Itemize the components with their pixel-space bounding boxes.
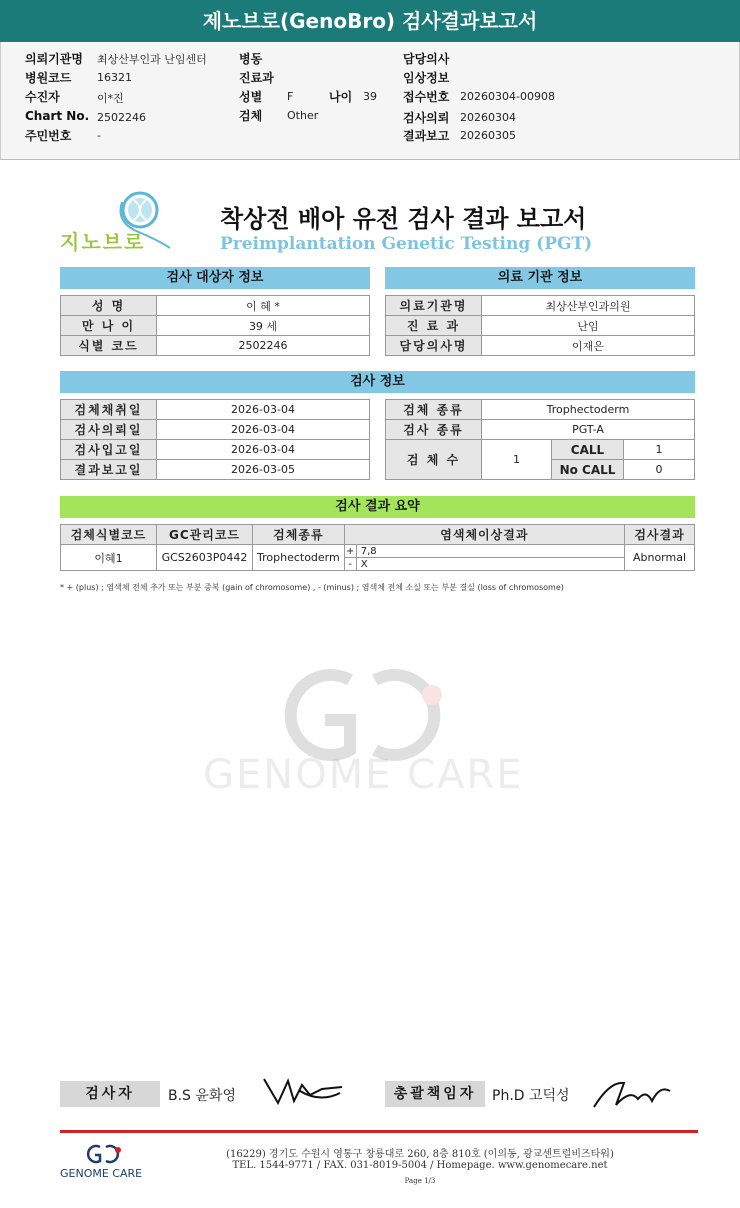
table-value: 난임 — [482, 316, 695, 336]
table-header-row — [61, 525, 695, 545]
header-value: 20260304-00908 — [460, 90, 555, 103]
table-label: 성 명 — [61, 296, 157, 316]
header-value: 20260305 — [460, 129, 516, 142]
column-header: 염색체이상결과 — [344, 525, 624, 545]
table-value: 2026-03-04 — [157, 440, 370, 460]
table-row — [61, 336, 370, 356]
header-field: 병동 — [239, 52, 263, 66]
gain-sign: + — [346, 545, 355, 557]
column-header: 검사결과 — [625, 525, 695, 545]
header-value: Other — [287, 109, 319, 122]
subject-section-heading: 검사 대상자 정보 — [60, 267, 370, 289]
header-field: 수진자 — [25, 90, 60, 104]
report-subtitle: Preimplantation Genetic Testing (PGT) — [220, 234, 593, 254]
institution-table — [385, 295, 695, 356]
header-field: 검사의뢰 — [403, 111, 450, 125]
table-row — [61, 296, 370, 316]
table-value: 1 — [624, 440, 695, 460]
table-row — [386, 400, 695, 420]
header-field: 성별 — [239, 90, 263, 104]
loss-chromosomes: X — [356, 558, 624, 571]
table-label: 만 나 이 — [61, 316, 157, 336]
header-field: 접수번호 — [403, 90, 450, 104]
report-banner-title: 제노브로(GenoBro) 검사결과보고서 — [0, 0, 740, 42]
table-value: 0 — [624, 460, 695, 480]
table-row — [61, 316, 370, 336]
table-value: 이재은 — [482, 336, 695, 356]
header-value: F — [287, 90, 294, 103]
director-label: 총괄책임자 — [385, 1081, 485, 1107]
sample-type-cell: Trophectoderm — [253, 545, 345, 571]
genobro-logo — [60, 190, 180, 256]
header-field: 진료과 — [239, 71, 274, 85]
examiner-signature — [260, 1073, 345, 1109]
header-value: 최상산부인과 난임센터 — [97, 53, 207, 66]
table-label: 식별 코드 — [61, 336, 157, 356]
table-value: 39 세 — [157, 316, 370, 336]
table-label: 검체 종류 — [386, 400, 482, 420]
table-value: 2502246 — [157, 336, 370, 356]
table-value: 2026-03-04 — [157, 420, 370, 440]
footer-contact: TEL. 1544-9771 / FAX. 031-8019-5004 / Homepage. www.genomecare.net — [232, 1160, 608, 1171]
header-value: 2502246 — [97, 111, 146, 124]
table-value: PGT-A — [482, 420, 695, 440]
header-info-panel — [0, 42, 740, 160]
table-label: 검체채취일 — [61, 400, 157, 420]
header-field: 병원코드 — [25, 71, 72, 85]
table-row — [61, 440, 370, 460]
table-label: No CALL — [552, 460, 624, 480]
header-field: 담당의사 — [403, 52, 450, 66]
table-row — [386, 420, 695, 440]
test-sample-table — [385, 399, 695, 480]
legend-note: * + (plus) ; 염색체 전체 추가 또는 부분 중복 (gain of chromosome) , - (minus) ; 염색체 전체 소실 또는 부분 결실 (loss of chromosome) — [60, 583, 564, 592]
table-row — [386, 296, 695, 316]
table-row — [386, 440, 695, 460]
summary-table — [60, 524, 695, 571]
director-signature — [590, 1075, 675, 1111]
report-title: 착상전 배아 유전 검사 결과 보고서 — [220, 205, 587, 233]
column-header: GC관리코드 — [157, 525, 253, 545]
gain-chromosomes: 7,8 — [356, 545, 624, 558]
gc-code-cell: GCS2603P0442 — [157, 545, 253, 571]
header-field: 의뢰기관명 — [25, 52, 83, 66]
table-label: 검사 종류 — [386, 420, 482, 440]
table-label: CALL — [552, 440, 624, 460]
header-value: 39 — [363, 90, 377, 103]
header-field: 나이 — [329, 90, 353, 104]
table-label: 의료기관명 — [386, 296, 482, 316]
examiner-name: B.S 윤화영 — [168, 1088, 236, 1104]
test-dates-table — [60, 399, 370, 480]
table-row — [386, 316, 695, 336]
loss-sign: - — [344, 558, 356, 571]
header-value: - — [97, 129, 101, 142]
header-value: 20260304 — [460, 111, 516, 124]
table-label: 결과보고일 — [61, 460, 157, 480]
table-label: 검사입고일 — [61, 440, 157, 460]
sample-id-cell: 이혜1 — [61, 545, 157, 571]
header-value: 16321 — [97, 71, 132, 84]
table-row — [386, 336, 695, 356]
table-row — [61, 460, 370, 480]
header-field: 결과보고 — [403, 129, 450, 143]
footer-address: (16229) 경기도 수원시 영통구 창룡대로 260, 8층 810호 (이의동, 광교센트럴비즈타워) — [226, 1149, 614, 1160]
page-number: Page 1/3 — [404, 1177, 436, 1185]
header-field: 검체 — [239, 109, 263, 123]
table-value: 2026-03-04 — [157, 400, 370, 420]
table-label: 담당의사명 — [386, 336, 482, 356]
watermark-text: GENOME CARE — [203, 752, 524, 798]
header-field: Chart No. — [25, 109, 90, 123]
result-cell: Abnormal — [625, 545, 695, 571]
table-row — [61, 545, 695, 558]
genome-care-logo-icon — [84, 1142, 128, 1166]
logo-text: 지노브로 — [60, 230, 146, 254]
table-label: 검 체 수 — [386, 440, 482, 480]
examiner-label: 검사자 — [60, 1081, 160, 1107]
table-value: 최상산부인과의원 — [482, 296, 695, 316]
table-label: 진 료 과 — [386, 316, 482, 336]
header-field: 주민번호 — [25, 129, 72, 143]
institution-section-heading: 의료 기관 정보 — [385, 267, 695, 289]
table-value: 2026-03-05 — [157, 460, 370, 480]
table-value: 1 — [482, 440, 552, 480]
footer-logo-text: GENOME CARE — [60, 1167, 143, 1180]
summary-section-heading: 검사 결과 요약 — [60, 496, 695, 518]
table-value: 이 혜 * — [157, 296, 370, 316]
director-name: Ph.D 고덕성 — [492, 1088, 570, 1104]
table-row — [61, 400, 370, 420]
column-header: 검체식별코드 — [61, 525, 157, 545]
test-info-section-heading: 검사 정보 — [60, 371, 695, 393]
header-field: 임상정보 — [403, 71, 450, 85]
column-header: 검체종류 — [253, 525, 345, 545]
table-row — [61, 420, 370, 440]
subject-table — [60, 295, 370, 356]
footer-divider — [60, 1130, 698, 1133]
table-value: Trophectoderm — [482, 400, 695, 420]
table-label: 검사의뢰일 — [61, 420, 157, 440]
header-value: 이*진 — [97, 92, 124, 105]
